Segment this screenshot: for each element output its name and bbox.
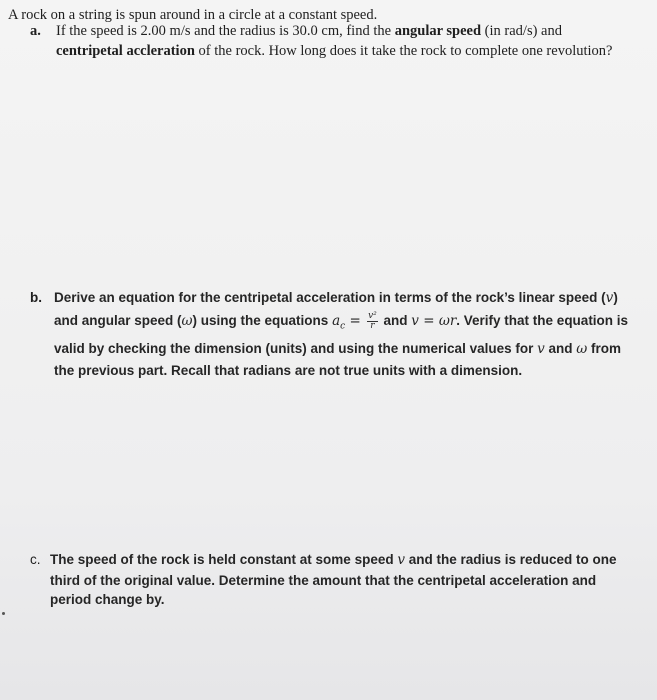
part-a-bold-angular-speed: angular speed	[394, 23, 482, 39]
fraction-denominator: r	[370, 320, 375, 331]
bleed-through-text	[0, 655, 657, 671]
part-c-text-1: The speed of the rock is held constant at some speed	[50, 552, 398, 567]
part-b-text-5: . Verify that the equation is valid by checking the dimension (units) and using the numerical values for	[54, 312, 629, 356]
part-c-marker: c.	[30, 552, 41, 567]
eq-equals: =	[345, 312, 366, 329]
part-c-text-2: and the radius is reduced to one third of the original value. Determine the amount that the centripetal acceleration and period change by.	[50, 552, 617, 607]
part-b-text-4: and	[379, 312, 412, 328]
part-b-symbol-v-2: v	[537, 340, 545, 357]
fraction-v2-over-r	[367, 312, 378, 331]
part-b-text-6: and	[544, 340, 577, 356]
part-a-text-3: of the rock. How long does it take the rock to complete one revolution?	[194, 42, 613, 59]
part-b-text-7: from the previous part. Recall that radians are not true units with a dimension.	[54, 340, 622, 379]
bleed-through-text	[0, 255, 657, 271]
part-b-text	[54, 287, 634, 382]
part-b-text-2: ) and angular speed (	[54, 290, 618, 328]
part-b-text-1: Derive an equation for the centripetal acceleration in terms of the rock’s linear speed (	[54, 290, 606, 305]
margin-dot	[2, 612, 5, 615]
part-b-symbol-v: v	[605, 290, 614, 306]
part-a-text-1: If the speed is 2.00 m/s and the radius is 30.0 cm, find the	[56, 23, 395, 39]
eq-ac-subscript: c	[340, 321, 346, 332]
fraction-numerator: v²	[368, 310, 377, 321]
part-b-symbol-omega: ω	[181, 312, 193, 329]
centripetal-equation	[332, 310, 380, 332]
part-b-marker: b.	[30, 290, 42, 305]
bleed-through-text	[0, 470, 657, 486]
part-b-symbol-omega-2: ω	[576, 340, 588, 357]
part-a-marker: a.	[30, 23, 41, 39]
part-a-text	[56, 22, 616, 61]
intro-text: A rock on a string is spun around in a circle at a constant speed.	[8, 7, 378, 23]
velocity-equation: v = ωr	[411, 312, 457, 329]
part-a-bold-centripetal: centripetal accleration	[56, 42, 195, 59]
part-b-text-3: ) using the equations	[192, 312, 333, 328]
part-c-symbol-v: v	[397, 552, 405, 568]
part-a-text-2: (in rad/s) and	[481, 23, 562, 39]
part-c-text	[50, 550, 625, 610]
eq-ac-lhs: a	[332, 312, 341, 329]
